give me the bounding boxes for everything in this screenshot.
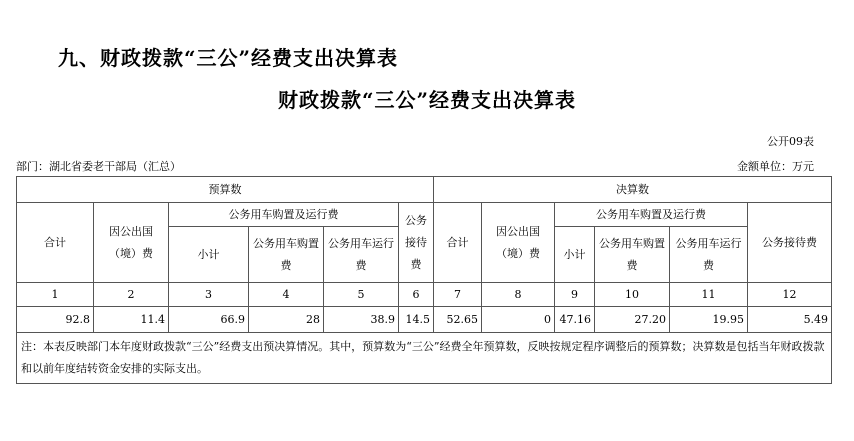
- value-cell: 28: [249, 307, 324, 333]
- note-row: [17, 333, 832, 384]
- col-number: 3: [169, 283, 249, 307]
- budget-purchase-header: 公务用车购置费: [249, 227, 324, 283]
- budget-subtotal-header: 小计: [169, 227, 249, 283]
- final-operation-header: 公务用车运行费: [670, 227, 748, 283]
- values-row: [17, 307, 832, 333]
- budget-header: 预算数: [17, 177, 434, 203]
- budget-operation-header: 公务用车运行费: [324, 227, 399, 283]
- budget-abroad-header: 因公出国（境）费: [94, 203, 169, 283]
- col-number: 1: [17, 283, 94, 307]
- col-number: 2: [94, 283, 169, 307]
- final-abroad-header: 因公出国（境）费: [482, 203, 555, 283]
- header-row-1: [17, 177, 832, 203]
- col-number: 12: [748, 283, 832, 307]
- budget-reception-header: 公务接待费: [399, 203, 434, 283]
- column-number-row: [17, 283, 832, 307]
- table-title: 财政拨款“三公”经费支出决算表: [277, 88, 576, 112]
- value-cell: 92.8: [17, 307, 94, 333]
- budget-vehicle-header: 公务用车购置及运行费: [169, 203, 399, 227]
- form-number: 公开09表: [767, 135, 814, 148]
- col-number: 9: [555, 283, 595, 307]
- col-number: 6: [399, 283, 434, 307]
- col-number: 11: [670, 283, 748, 307]
- col-number: 5: [324, 283, 399, 307]
- value-cell: 5.49: [748, 307, 832, 333]
- section-title: 九、财政拨款“三公”经费支出决算表: [58, 46, 399, 70]
- final-header: 决算数: [434, 177, 832, 203]
- col-number: 10: [595, 283, 670, 307]
- value-cell: 11.4: [94, 307, 169, 333]
- value-cell: 0: [482, 307, 555, 333]
- value-cell: 38.9: [324, 307, 399, 333]
- col-number: 8: [482, 283, 555, 307]
- final-subtotal-header: 小计: [555, 227, 595, 283]
- value-cell: 66.9: [169, 307, 249, 333]
- final-vehicle-header: 公务用车购置及运行费: [555, 203, 748, 227]
- final-total-header: 合计: [434, 203, 482, 283]
- budget-total-header: 合计: [17, 203, 94, 283]
- final-reception-header: 公务接待费: [748, 203, 832, 283]
- department-label: 部门：湖北省委老干部局（汇总）: [16, 160, 181, 173]
- value-cell: 27.20: [595, 307, 670, 333]
- col-number: 4: [249, 283, 324, 307]
- table-note: 注：本表反映部门本年度财政拨款“三公”经费支出预决算情况。其中，预算数为“三公”经费全年预算数，反映按规定程序调整后的预算数；决算数是包括当年财政拨款和以前年度结转资金安排的实际支出。: [17, 333, 832, 384]
- value-cell: 52.65: [434, 307, 482, 333]
- three-public-expenses-table: [16, 176, 832, 384]
- value-cell: 19.95: [670, 307, 748, 333]
- value-cell: 14.5: [399, 307, 434, 333]
- header-row-2: [17, 203, 832, 227]
- final-purchase-header: 公务用车购置费: [595, 227, 670, 283]
- value-cell: 47.16: [555, 307, 595, 333]
- col-number: 7: [434, 283, 482, 307]
- unit-label: 金额单位：万元: [737, 160, 814, 173]
